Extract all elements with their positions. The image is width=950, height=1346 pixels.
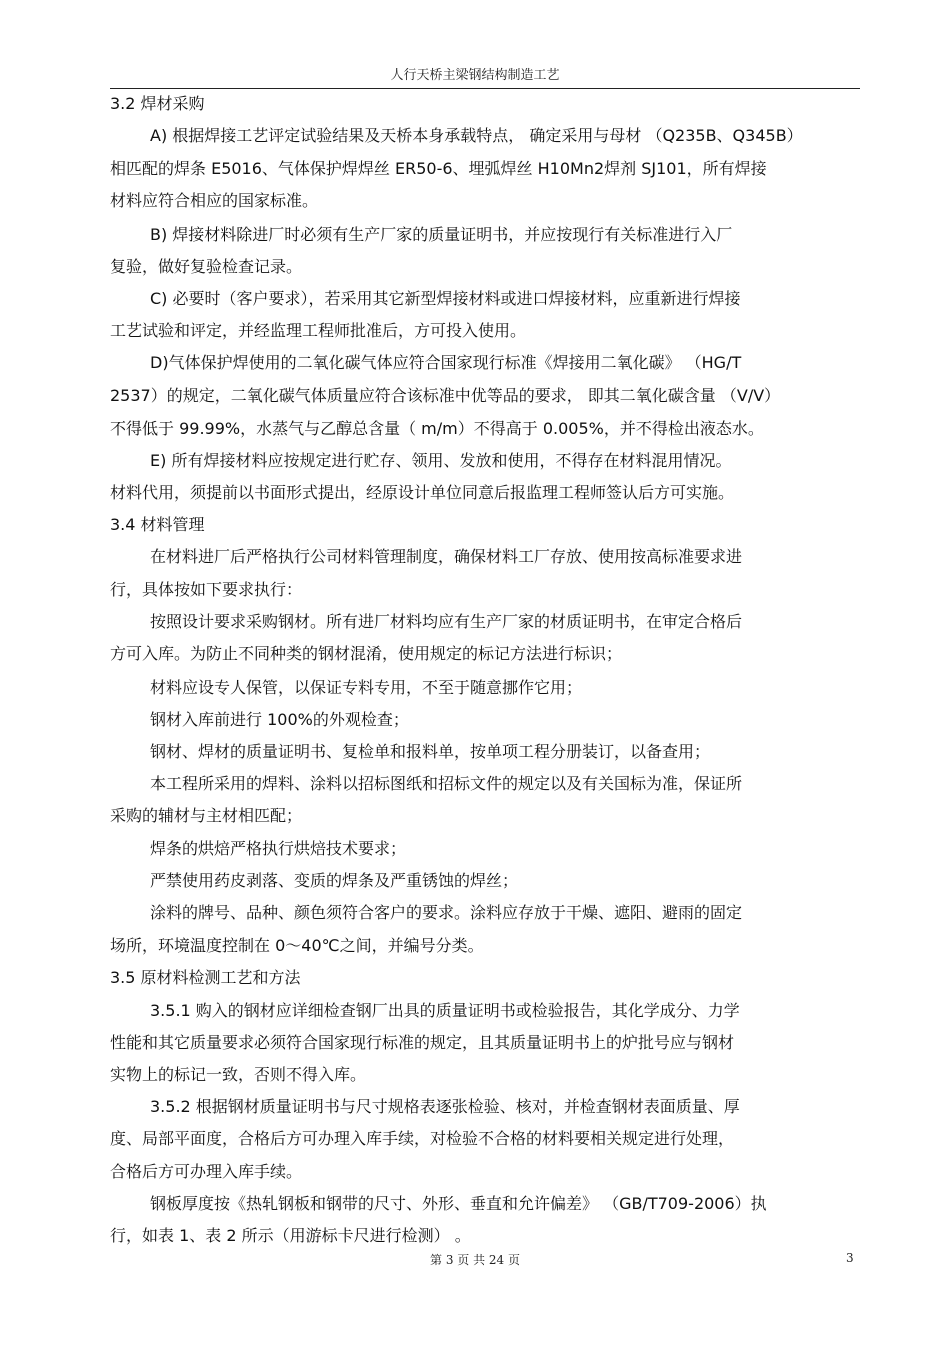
paragraph-line: 3.5.1 购入的钢材应详细检查钢厂出具的质量证明书或检验报告，其化学成分、力学: [150, 1001, 740, 1020]
paragraph-line: B) 焊接材料除进厂时必须有生产厂家的质量证明书，并应按现行有关标准进行入厂: [150, 225, 733, 244]
section-heading: 3.2 焊材采购: [110, 94, 205, 113]
paragraph-line: 材料应设专人保管，以保证专料专用，不至于随意挪作它用；: [150, 678, 583, 697]
paragraph-line: A) 根据焊接工艺评定试验结果及天桥本身承载特点， 确定采用与母材 （Q235B、Q345B）: [150, 126, 803, 145]
paragraph-line: 材料代用，须提前以书面形式提出，经原设计单位同意后报监理工程师签认后方可实施。: [110, 483, 735, 502]
paragraph-line: 不得低于 99.99%，水蒸气与乙醇总含量（ m/m）不得高于 0.005%，并不得检出液态水。: [110, 419, 764, 438]
page-header: 人行天桥主梁钢结构制造工艺: [390, 68, 560, 83]
paragraph-line: 按照设计要求采购钢材。所有进厂材料均应有生产厂家的材质证明书，在审定合格后: [150, 612, 743, 631]
paragraph-line: 2537）的规定，二氧化碳气体质量应符合该标准中优等品的要求， 即其二氧化碳含量 （V/V）: [110, 386, 781, 405]
paragraph-line: 本工程所采用的焊料、涂料以招标图纸和招标文件的规定以及有关国标为准，保证所: [150, 774, 743, 793]
paragraph-line: 3.5.2 根据钢材质量证明书与尺寸规格表逐张检验、核对，并检查钢材表面质量、厚: [150, 1097, 740, 1116]
paragraph-line: 钢板厚度按《热轧钢板和钢带的尺寸、外形、垂直和允许偏差》 （GB/T709-2006）执: [150, 1194, 767, 1213]
paragraph-line: 采购的辅材与主材相匹配；: [110, 806, 303, 825]
paragraph-line: 严禁使用药皮剥落、变质的焊条及严重锈蚀的焊丝；: [150, 871, 519, 890]
paragraph-line: 场所，环境温度控制在 0～40℃之间，并编号分类。: [110, 936, 484, 955]
paragraph-line: 实物上的标记一致，否则不得入库。: [110, 1065, 367, 1084]
paragraph-line: 复验，做好复验检查记录。: [110, 257, 303, 276]
paragraph-line: 性能和其它质量要求必须符合国家现行标准的规定，且其质量证明书上的炉批号应与钢材: [110, 1033, 735, 1052]
paragraph-line: 合格后方可办理入库手续。: [110, 1162, 303, 1181]
paragraph-line: 行，具体按如下要求执行：: [110, 580, 303, 599]
paragraph-line: 钢材、焊材的质量证明书、复检单和报料单，按单项工程分册装订，以备查用；: [150, 742, 711, 761]
paragraph-line: 涂料的牌号、品种、颜色须符合客户的要求。涂料应存放于干燥、遮阳、避雨的固定: [150, 903, 743, 922]
paragraph-line: 焊条的烘焙严格执行烘焙技术要求；: [150, 839, 407, 858]
paragraph-line: 材料应符合相应的国家标准。: [110, 191, 319, 210]
paragraph-line: 度、局部平面度，合格后方可办理入库手续，对检验不合格的材料要相关规定进行处理，: [110, 1129, 735, 1148]
section-heading: 3.4 材料管理: [110, 515, 205, 534]
paragraph-line: C) 必要时（客户要求），若采用其它新型焊接材料或进口焊接材料，应重新进行焊接: [150, 289, 741, 308]
section-heading: 3.5 原材料检测工艺和方法: [110, 968, 301, 987]
paragraph-line: 在材料进厂后严格执行公司材料管理制度，确保材料工厂存放、使用按高标准要求进: [150, 547, 743, 566]
paragraph-line: 相匹配的焊条 E5016、气体保护焊焊丝 ER50-6、埋弧焊丝 H10Mn2焊剂 SJ101，所有焊接: [110, 159, 767, 178]
paragraph-line: 工艺试验和评定，并经监理工程师批准后，方可投入使用。: [110, 321, 527, 340]
page-number: 3: [846, 1251, 854, 1265]
paragraph-line: D)气体保护焊使用的二氧化碳气体应符合国家现行标准《焊接用二氧化碳》 （HG/T: [150, 353, 742, 372]
page-footer: 第 3 页 共 24 页: [430, 1253, 520, 1267]
paragraph-line: E) 所有焊接材料应按规定进行贮存、领用、发放和使用，不得存在材料混用情况。: [150, 451, 732, 470]
paragraph-line: 方可入库。为防止不同种类的钢材混淆，使用规定的标记方法进行标识；: [110, 644, 623, 663]
paragraph-line: 行，如表 1、表 2 所示（用游标卡尺进行检测） 。: [110, 1226, 471, 1245]
paragraph-line: 钢材入库前进行 100%的外观检查；: [150, 710, 409, 729]
header-divider: [110, 88, 860, 89]
